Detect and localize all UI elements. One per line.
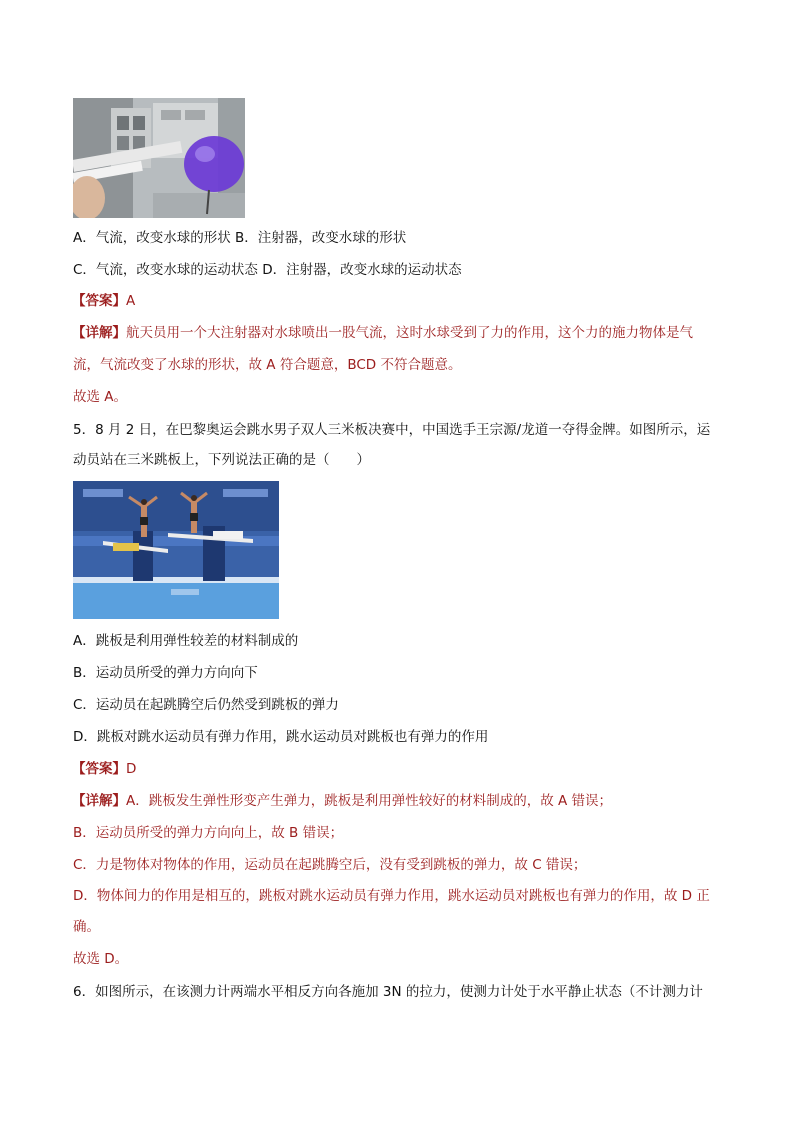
q4-choose: 故选 A。 (73, 389, 128, 405)
q4-answer (72, 291, 135, 311)
q4-detail-line1 (72, 323, 693, 343)
q5-option-b: B．运动员所受的弹力方向向下 (73, 665, 258, 681)
detail-label: 【详解】 (72, 325, 126, 341)
answer-label: 【答案】 (72, 761, 126, 777)
q5-option-c: C．运动员在起跳腾空后仍然受到跳板的弹力 (73, 697, 339, 713)
q4-option-cd: C．气流，改变水球的运动状态 D．注射器，改变水球的运动状态 (73, 262, 462, 278)
q5-detail-d1: D．物体间力的作用是相互的，跳板对跳水运动员有弹力作用，跳水运动员对跳板也有弹力的作用，故 D 正 (73, 888, 710, 904)
diving-board-photo (73, 481, 279, 619)
q5-option-d: D．跳板对跳水运动员有弹力作用，跳水运动员对跳板也有弹力的作用 (73, 729, 489, 745)
answer-value: A (126, 293, 136, 309)
answer-value: D (126, 761, 137, 777)
q5-stem-line2: 动员站在三米跳板上，下列说法正确的是（ ） (73, 452, 370, 468)
q5-option-a: A．跳板是利用弹性较差的材料制成的 (73, 633, 299, 649)
q5-choose: 故选 D。 (73, 951, 129, 967)
q4-option-ab: A．气流，改变水球的形状 B．注射器，改变水球的形状 (73, 230, 407, 246)
detail-text: 航天员用一个大注射器对水球喷出一股气流，这时水球受到了力的作用，这个力的施力物体是气 (126, 325, 693, 341)
space-station-water-ball-photo (73, 98, 245, 218)
q5-answer (72, 759, 136, 779)
q5-detail-d2: 确。 (73, 919, 100, 935)
answer-label: 【答案】 (72, 293, 126, 309)
q5-detail-c: C．力是物体对物体的作用，运动员在起跳腾空后，没有受到跳板的弹力，故 C 错误； (73, 857, 587, 873)
detail-label: 【详解】 (72, 793, 126, 809)
q5-detail-b: B．运动员所受的弹力方向向上，故 B 错误； (73, 825, 344, 841)
q4-detail-line2: 流，气流改变了水球的形状，故 A 符合题意，BCD 不符合题意。 (73, 357, 462, 373)
q5-detail-a (72, 791, 612, 811)
q6-stem-line1: 6．如图所示，在该测力计两端水平相反方向各施加 3N 的拉力，使测力计处于水平静止状态（不计测力计 (73, 984, 703, 1000)
detail-text: A．跳板发生弹性形变产生弹力，跳板是利用弹性较好的材料制成的，故 A 错误； (126, 793, 613, 809)
q5-stem-line1: 5．8 月 2 日，在巴黎奥运会跳水男子双人三米板决赛中，中国选手王宗源/龙道一夺得金牌。如图所示，运 (73, 422, 711, 438)
